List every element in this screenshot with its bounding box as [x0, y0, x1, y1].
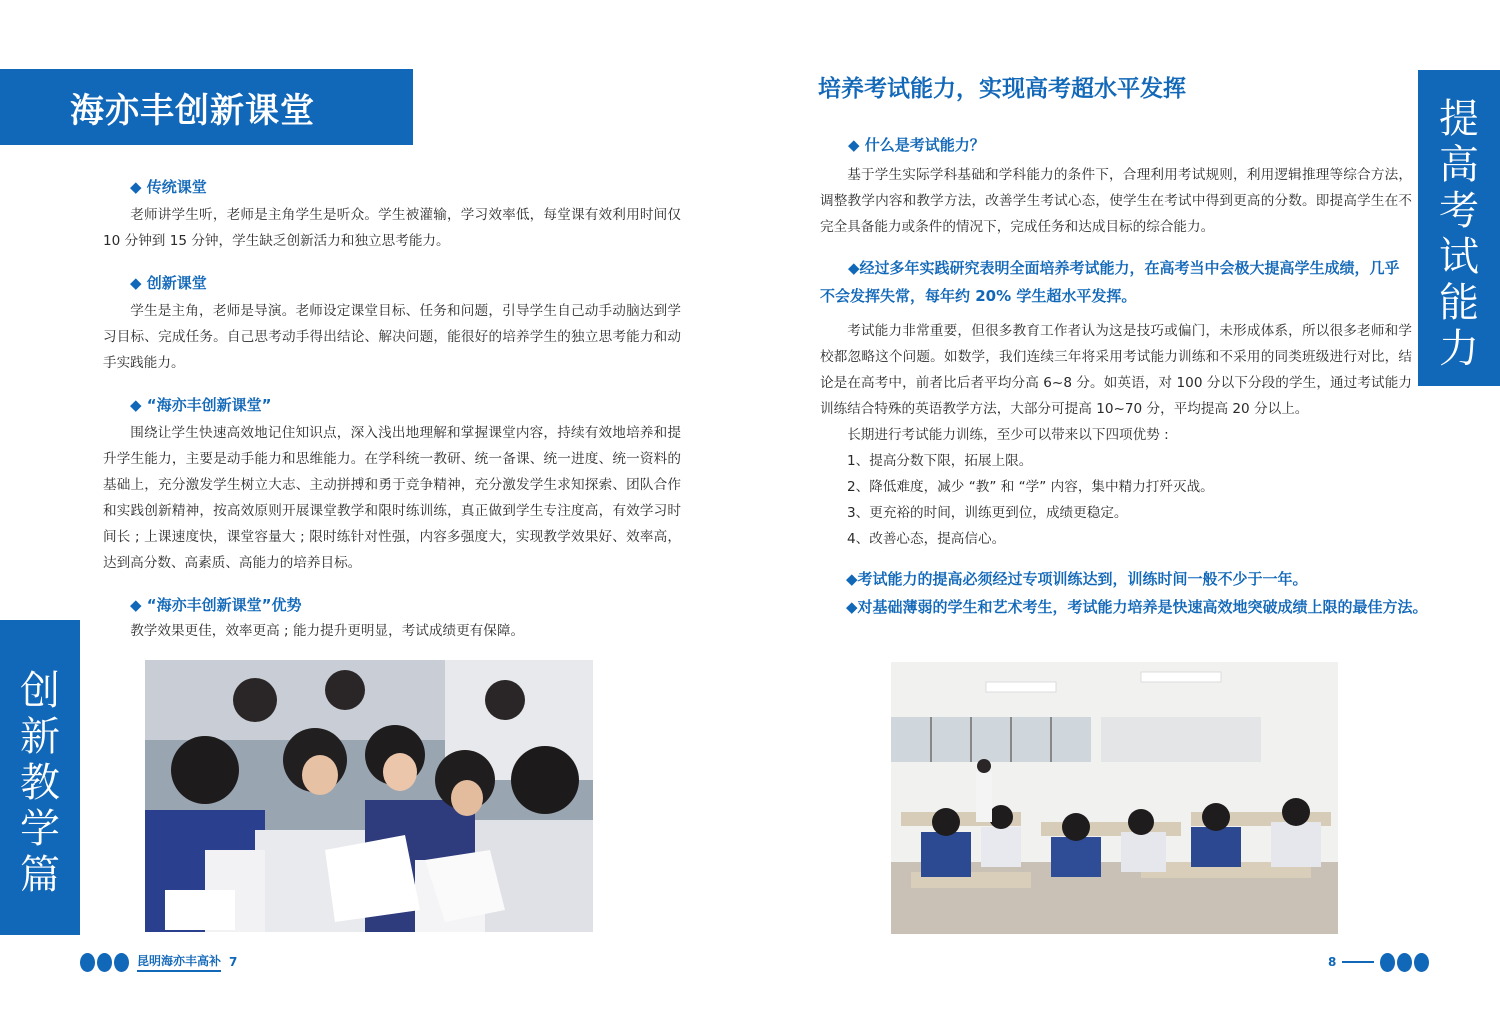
advantages-list: [820, 448, 1412, 552]
section-heading: ◆ “海亦丰创新课堂”: [130, 396, 272, 414]
right-side-tab: [1418, 70, 1500, 386]
section-innovative: [103, 272, 681, 376]
side-tab-char: 篇: [20, 852, 60, 898]
section-text: 围绕让学生快速高效地记住知识点，深入浅出地理解和掌握课堂内容，持续有效地培养和提升学生能力，主要是动手能力和思维能力。在学科统一教研、统一备课、统一进度、统一资料的基础上，充分激发学生树立大志、主动拼搏和勇于竞争精神，充分激发学生求知探索、团队合作和实践创新精神，按高效原则开展课堂教学和限时练训练，真正做到学生专注度高，有效学习时间长 ; 上课速度快，课堂容量大 ; 限时练针对性强，内容多强度大，实现教学效果好、效率高，达到高分数、高素质、高能力的培养目标。: [103, 425, 681, 571]
para-exam-ability: 考试能力非常重要，但很多教育工作者认为这是技巧或偏门，未形成体系，所以很多老师和学校都忽略这个问题。如数学，我们连续三年将采用考试能力训练和不采用的同类班级进行对比，结论是在高考中，前者比后者平均分高 6~8 分。如英语，对 100 分以下分段的学生，通过考试能力训练结合特殊的英语教学方法，大部分可提高 10~70 分，平均提高 20 分以上。: [820, 323, 1412, 417]
side-tab-char: 高: [1439, 142, 1479, 188]
list-item: 2、降低难度，减少 “教” 和 “学” 内容，集中精力打歼灭战。: [847, 479, 1214, 495]
left-footer: [80, 952, 237, 972]
footer-line: [1342, 961, 1374, 963]
side-tab-char: 新: [20, 714, 60, 760]
list-item: 3、更充裕的时间，训练更到位，成绩更稳定。: [847, 505, 1128, 521]
section-heading: ◆ 传统课堂: [130, 178, 207, 196]
classroom-discussion-photo: [145, 660, 593, 932]
page-number-left: 7: [229, 955, 238, 969]
right-content: [820, 134, 1428, 618]
exam-classroom-photo: [891, 662, 1338, 934]
section-heading: ◆ 创新课堂: [130, 274, 207, 292]
side-tab-char: 力: [1439, 326, 1479, 372]
section-advantage: [103, 594, 681, 644]
right-footer: [1328, 952, 1431, 972]
side-tab-char: 教: [20, 760, 60, 806]
page-number-right: 8: [1328, 955, 1337, 969]
section-text: 学生是主角，老师是导演。老师设定课堂目标、任务和问题，引导学生自己动手动脑达到学习目标、完成任务。自己思考动手得出结论、解决问题，能很好的培养学生的独立思考能力和动手实践能力。: [103, 303, 681, 371]
side-tab-char: 能: [1439, 280, 1479, 326]
list-item: 4、改善心态，提高信心。: [847, 531, 1006, 547]
section-traditional: [103, 176, 681, 254]
right-page-title: 培养考试能力，实现高考超水平发挥: [818, 76, 1186, 102]
side-tab-char: 提: [1439, 96, 1479, 142]
section-heading: ◆ “海亦丰创新课堂”优势: [130, 596, 302, 614]
side-tab-char: 创: [20, 668, 60, 714]
section-text: 老师讲学生听，老师是主角学生是听众。学生被灌输，学习效率低，每堂课有效利用时间仅 10 分钟到 15 分钟，学生缺乏创新活力和独立思考能力。: [103, 207, 681, 249]
left-sections: [103, 176, 681, 644]
q-text: 基于学生实际学科基础和学科能力的条件下，合理利用考试规则，利用逻辑推理等综合方法，调整教学内容和教学方法，改善学生考试心态，使学生在考试中得到更高的分数。即提高学生在不完全具备能力或条件的情况下，完成任务和达成目标的综合能力。: [820, 167, 1412, 235]
note-training: ◆考试能力的提高必须经过专项训练达到，训练时间一般不少于一年。: [846, 570, 1308, 588]
side-tab-char: 试: [1439, 234, 1479, 280]
section-haiyifeng: [103, 394, 681, 576]
note-weak-students: ◆对基础薄弱的学生和艺术考生，考试能力培养是快速高效地突破成绩上限的最佳方法。: [846, 598, 1428, 616]
para-advantages: 长期进行考试能力训练，至少可以带来以下四项优势 :: [847, 427, 1169, 443]
result-heading: ◆经过多年实践研究表明全面培养考试能力，在高考当中会极大提高学生成绩，几乎不会发挥失常，每年约 20% 学生超水平发挥。: [820, 259, 1400, 305]
list-item: 1、提高分数下限，拓展上限。: [847, 453, 1033, 469]
left-banner-title: 海亦丰创新课堂: [0, 69, 413, 145]
footer-dots-icon: [80, 952, 131, 972]
section-text: 教学效果更佳，效率更高 ; 能力提升更明显，考试成绩更有保障。: [130, 623, 525, 639]
side-tab-char: 学: [20, 806, 60, 852]
footer-school-name: 昆明海亦丰高补: [137, 952, 221, 972]
q-heading: ◆ 什么是考试能力？: [848, 136, 985, 154]
footer-dots-icon: [1380, 952, 1431, 972]
left-side-tab: [0, 620, 80, 935]
side-tab-char: 考: [1439, 188, 1479, 234]
